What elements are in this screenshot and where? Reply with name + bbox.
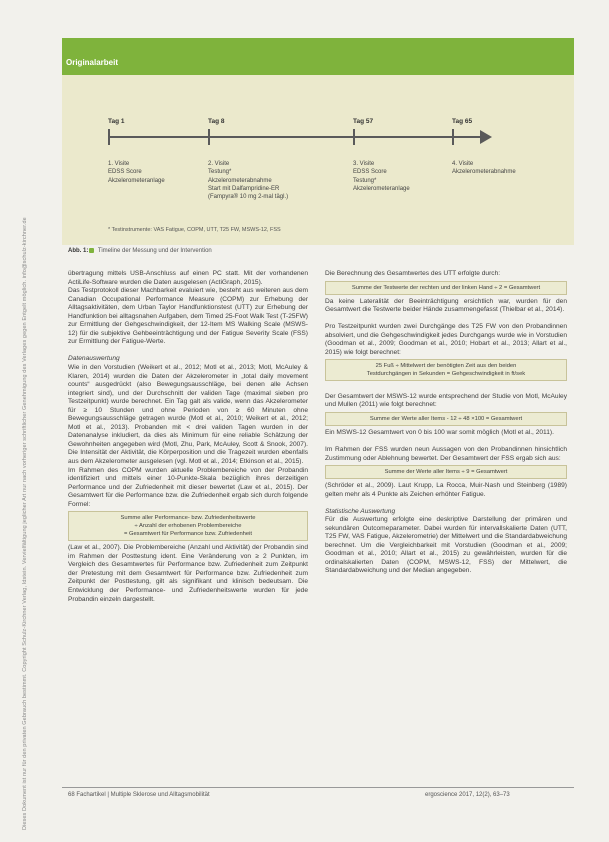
visit-line: Akzelerometerabnahme <box>452 169 516 176</box>
visit-line: Start mit Dalfampridine-ER <box>208 185 280 192</box>
paragraph-gap <box>325 315 567 324</box>
day-label: Tag 8 <box>208 118 225 125</box>
timeline-tick <box>208 129 210 145</box>
paragraph: Der Gesamtwert der MSWS-12 wurde entsprechend der Studie von Motl, McAuley und Mullen (2011) wie folgt berechnet: <box>325 392 567 409</box>
visit-line: EDSS Score <box>108 169 142 176</box>
visit-line: Testung* <box>353 177 377 184</box>
paragraph: Für die Auswertung erfolgte eine deskriptive Darstellung der primären und sekundären Outcomeparameter. Dabei wurden für intervallskalierte Daten (UTT, T25 FW, VAS Fatigue, Akzelerometrie) der Mittelwert und die Standardabweichung berechnet. Um die Vergleichbarkeit mit Vorstudien (Goodman et al., 2009; Goodman et al., 2010; Allart et al., 2015) zu gewährleisten, wurden für die ordinalskalierten Daten (COPM, MSWS-12, FSS) der Mittelwert, die Standardabweichung und der Median angegeben. <box>325 516 567 575</box>
visit-1 <box>108 160 165 185</box>
caption-label: Abb. 1: <box>68 248 89 255</box>
subheading: Datenauswertung <box>68 355 120 363</box>
timeline-arrow-icon <box>480 130 492 144</box>
formula-box <box>325 465 567 479</box>
copyright-sidebar: Dieses Dokument ist nur für den privaten Gebrauch bestimmt. Copyright Schulz-Kirchner Verlag, Idstein. Vervielfältigung jeglicher Art nur nach vorheriger schriftlicher Genehmigung des Verlages gegen Entgelt möglich. info@schulz-kirchner.de <box>22 217 28 830</box>
visit-line: EDSS Score <box>353 169 387 176</box>
formula-box <box>325 281 567 295</box>
timeline-tick <box>353 129 355 145</box>
formula-line: ÷ Anzahl der erhobenen Problembereiche <box>134 523 242 530</box>
formula-box <box>325 412 567 426</box>
footer-rule <box>62 787 574 788</box>
header-bar <box>62 38 574 75</box>
day-label: Tag 57 <box>353 118 374 125</box>
visit-4 <box>452 160 516 177</box>
figure-caption <box>68 248 212 254</box>
paragraph-gap <box>325 437 567 446</box>
paragraph: Das Testprotokoll dieser Machbarkeit evaluiert wie, besteht aus weiteren aus dem Canadian Occupational Performance Measure (COPM) zur Erhebung der Alltagsaktivitäten, dem Urban Taylor Handfunktionstest (UTT) zur Erhebung der Handfunktion bei alltagsnahen Aufgaben, dem Timed 25-Foot Walk Test (T-25FW) zur Ermittlung der Gehgeschwindigkeit, der 12-Item MS Walking Scale (MSWS-12) für die subjektive Gehbeeinträchtigung und der Fatigue Severity Scale (FSS) zur Ermittlung der Fatigue-Werte. <box>68 287 308 346</box>
paragraph: Da keine Lateralität der Beeinträchtigung ersichtlich war, wurden für den Gesamtwert die Testwerte beider Hände zusammengefasst (Thielbar et al., 2014). <box>325 297 567 314</box>
subheading: Statistische Auswertung <box>325 507 396 515</box>
timeline-line <box>108 136 481 138</box>
visit-line: Akzelerometeranlage <box>353 185 410 192</box>
visit-line: Akzelerometerabnahme <box>208 177 272 184</box>
visit-title: 3. Visite <box>353 161 375 167</box>
timeline-tick <box>108 129 110 145</box>
paragraph: Wie in den Vorstudien (Weikert et al., 2012; Motl et al., 2013; Motl, McAuley & Klaren, 2014) wurden die Daten der Akzelerometer in „total daily movement counts“ ausgedrückt (also Bewegungsausschläge, bei denen alle Achsen integriert sind), und der Durchschnitt der validen Tage (maximal sieben pro Testzeitpunkt) wurde berechnet. Ein Tag galt als valide, wenn das Akzelerometer für ≥ 10 Stunden und ohne Perioden von ≥ 60 Minuten ohne Bewegungsausschläge getragen wurde (Motl et al., 2010; Weikert et al., 2012; Motl et al., 2013). Probanden mit < drei validen Tagen wurden in der Datenanalyse inkludiert, da dies als Minimum für eine reliable Schätzung der Gewohnheiten angegeben wird (Motl, Zhu, Park, McAuley, Scott & Snook, 2007). Die Intensität der Aktivität, die Körperposition und die Tragezeit wurden ebenfalls aus dem Akzelerometer ausgelesen (vgl. Motl et al., 2014; Etkinson et al., 2015). <box>68 363 308 465</box>
paragraph: (Law et al., 2007). Die Problembereiche (Anzahl und Aktivität) der Probandin sind im Rahmen der Posttestung ident. Eine Veränderung von ≥ 2 Punkten, im Vergleich des Gesamtwertes für Performance bzw. Zufriedenheit zum Zeitpunkt der Pretestung mit dem Gesamtwert für Performance bzw. Zufriedenheit zum Zeitpunkt der Posttestung, gilt als signifikant und klinisch bedeutsam. Die Entwicklung der Performance- und Zufriedenheitswerte wurden für jede Probandin einzeln dargestellt. <box>68 544 308 603</box>
paragraph: Pro Testzeitpunkt wurden zwei Durchgänge des T25 FW von den Probandinnen absolviert, und die Gehgeschwindigkeit jedes Durchgangs wurde wie in Vorstudien (Goodman et al., 2009; Goodman et al., 2010; Hobart et al., 2013; Allart et al., 2015) wie folgt berechnet: <box>325 323 567 356</box>
formula-line: 25 Fuß ÷ Mittelwert der benötigten Zeit aus den beiden <box>375 363 517 370</box>
right-column <box>325 270 567 576</box>
paragraph: Im Rahmen des COPM wurden aktuelle Problembereiche von der Probandin identifiziert und mittels einer 10-Punkte-Skala bezüglich ihres derzeitigen Performance und der Zufriedenheit mit dieser bewertet (Law et al., 2015). Der Gesamtwert für die Performance bzw. die Zufriedenheit ergab sich durch folgende Formel: <box>68 466 308 508</box>
paragraph-gap <box>325 384 567 393</box>
visit-line: Testung* <box>208 169 232 176</box>
day-label: Tag 65 <box>452 118 473 125</box>
formula-line: Summe aller Performance- bzw. Zufriedenheitswerte <box>120 515 256 522</box>
formula-line: Testdurchgängen in Sekunden = Gehgeschwindigkeit in ft/sek <box>366 371 526 378</box>
day-label: Tag 1 <box>108 118 125 125</box>
paragraph: übertragung mittels USB-Anschluss auf einen PC statt. Mit der vorhandenen ActiLife-Software wurden die Daten ausgelesen (ActiGraph, 2015). <box>68 270 308 286</box>
left-column <box>68 270 308 604</box>
formula-line: Summe der Werte aller Items - 12 ÷ 48 ×100 = Gesamtwert <box>369 415 523 422</box>
paragraph: Im Rahmen der FSS wurden neun Aussagen von den Probandinnen hinsichtlich Zustimmung oder Ablehnung bewertet. Der Gesamtwert der FSS ergab sich aus: <box>325 445 567 462</box>
visit-title: 1. Visite <box>108 161 130 167</box>
formula-box <box>68 511 308 541</box>
visit-2 <box>208 160 288 201</box>
paragraph: Ein MSWS-12 Gesamtwert von 0 bis 100 war somit möglich (Motl et al., 2011). <box>325 428 554 436</box>
caption-bullet-icon <box>89 248 94 253</box>
paragraph: (Schröder et al., 2009). Laut Krupp, La Rocca, Muir-Nash und Steinberg (1989) gelten mehr als 4 Punkte als Zeichen erhöhter Fatigue. <box>325 482 567 498</box>
footer-left: 68 Fachartikel | Multiple Sklerose und Alltagsmobilität <box>68 792 210 798</box>
formula-line: Summe der Testwerte der rechten und der linken Hand ÷ 2 = Gesamtwert <box>351 284 541 291</box>
visit-title: 4. Visite <box>452 161 474 167</box>
footer-right: ergoscience 2017, 12(2), 63–73 <box>425 792 510 798</box>
timeline-tick <box>452 129 454 145</box>
paragraph: Die Berechnung des Gesamtwertes des UTT erfolgte durch: <box>325 270 501 277</box>
formula-box <box>325 359 567 381</box>
figure-footnote: * Testinstrumente: VAS Fatigue, COPM, UTT, T25 FW, MSWS-12, FSS <box>108 227 281 233</box>
visit-title: 2. Visite <box>208 161 230 167</box>
paragraph-gap <box>68 347 308 356</box>
visit-line: Akzelerometeranlage <box>108 177 165 184</box>
formula-line: = Gesamtwert für Performance bzw. Zufriedenheit <box>123 531 253 538</box>
paragraph-gap <box>325 499 567 508</box>
caption-text: Timeline der Messung und der Intervention <box>97 248 212 255</box>
visit-line: (Fampyra® 10 mg 2-mal tägl.) <box>208 194 289 201</box>
formula-line: Summe der Werte aller Items ÷ 9 = Gesamtwert <box>384 469 508 476</box>
section-label: Originalarbeit <box>66 58 119 67</box>
visit-3 <box>353 160 410 193</box>
